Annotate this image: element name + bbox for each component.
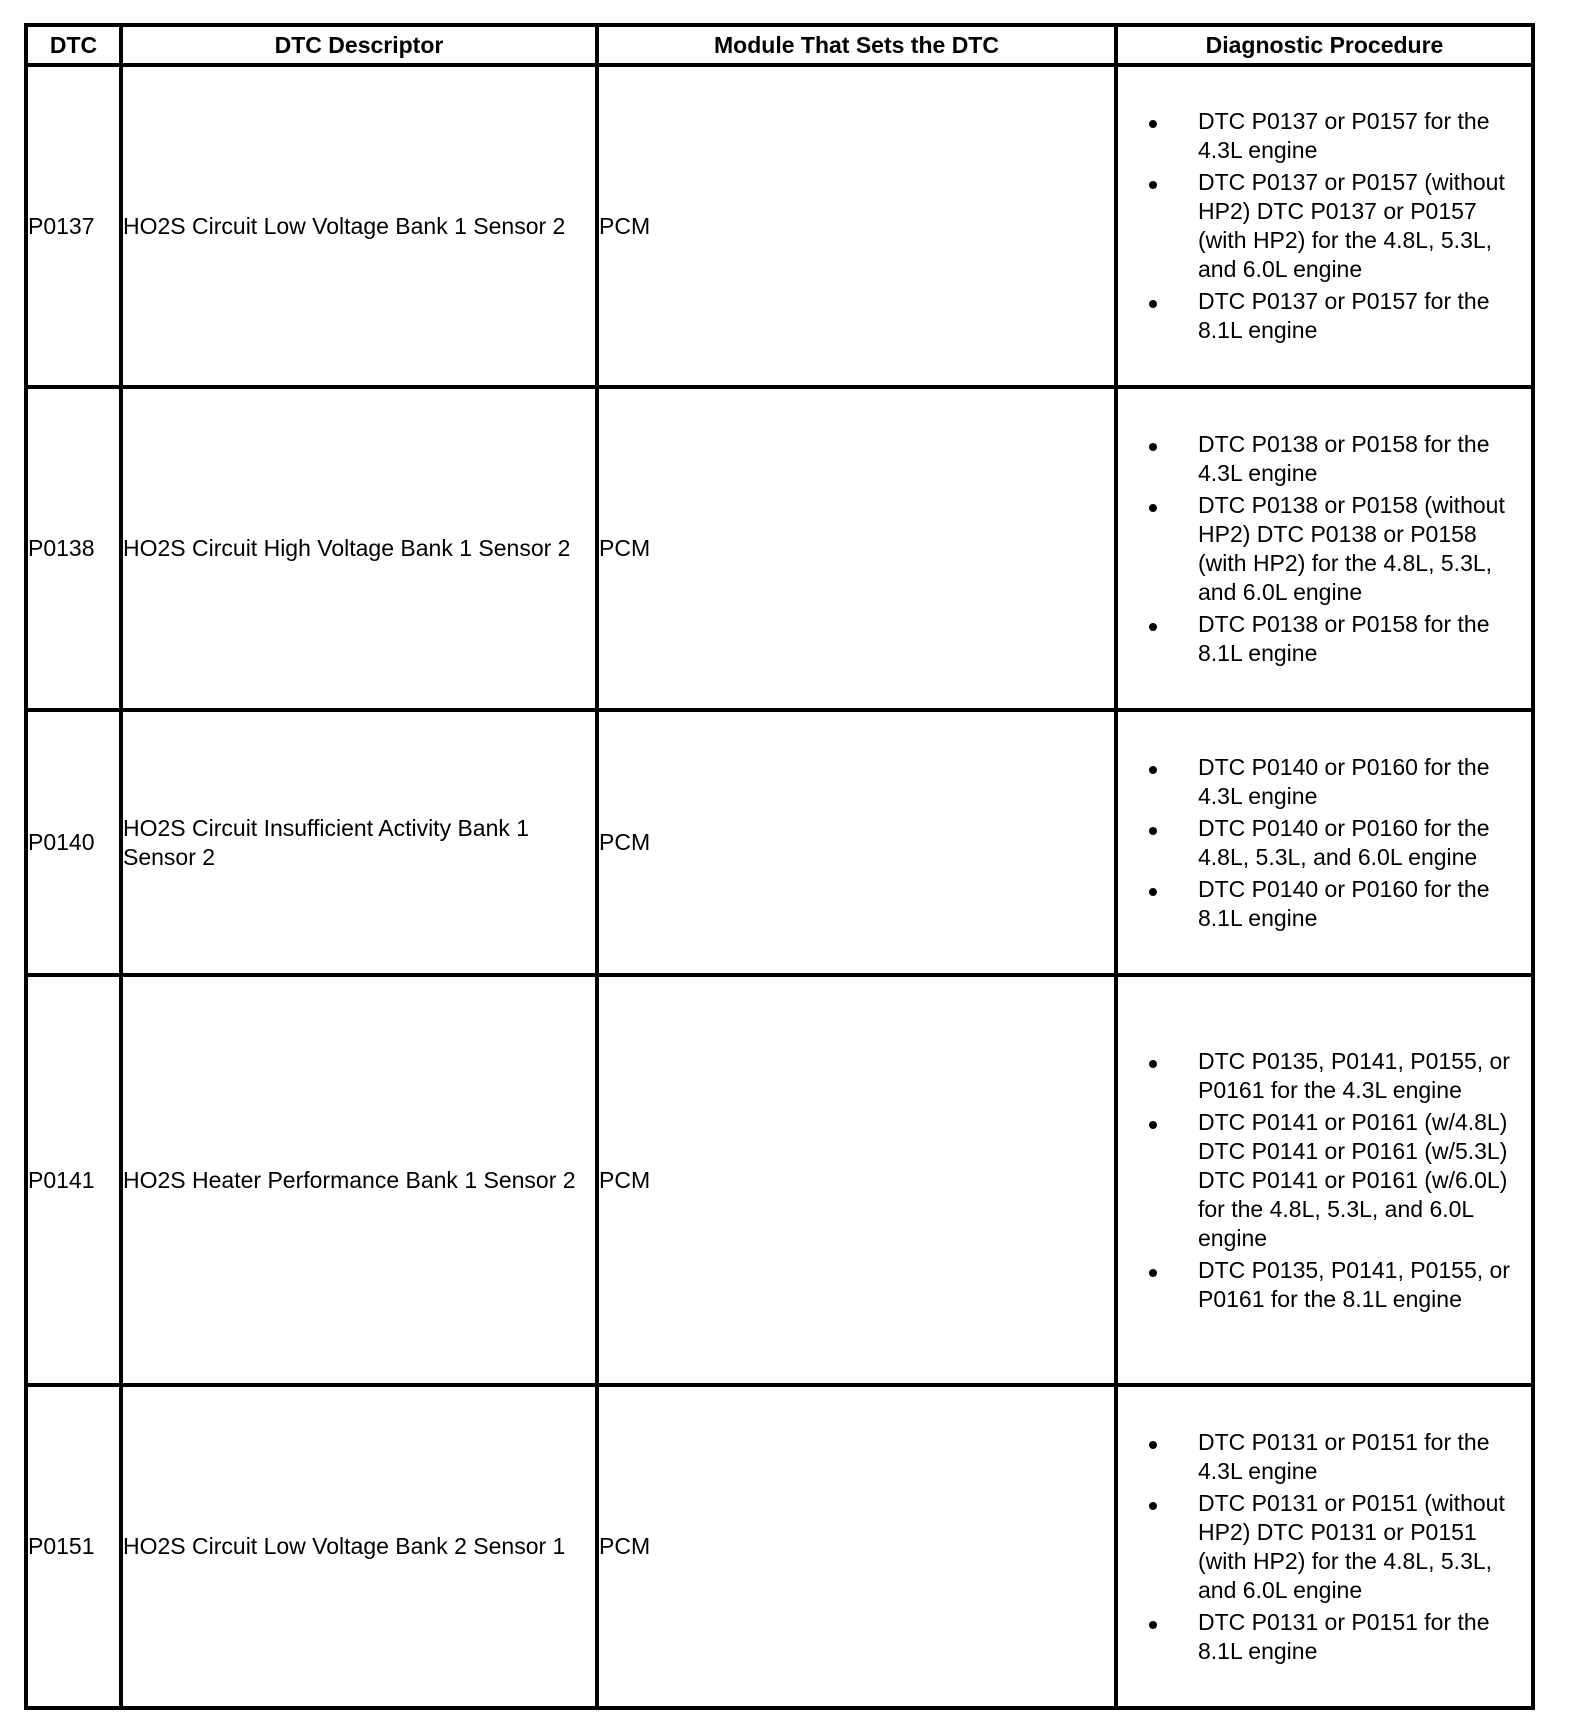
dtc-table [24, 23, 1535, 1710]
procedure-item [1118, 430, 1531, 488]
procedure-item [1118, 875, 1531, 933]
table-row [26, 1385, 1533, 1708]
table-row [26, 387, 1533, 710]
diagnostic-procedure [1116, 710, 1533, 975]
bullet-icon [1149, 1269, 1157, 1277]
procedure-list [1118, 1047, 1531, 1314]
procedure-link[interactable]: DTC P0135, P0141, P0155, or P0161 for the 4.3L engine [1198, 1047, 1510, 1103]
header-module: Module That Sets the DTC [597, 25, 1116, 65]
procedure-link[interactable]: DTC P0135, P0141, P0155, or P0161 for the 8.1L engine [1198, 1256, 1510, 1312]
procedure-item [1118, 610, 1531, 668]
bullet-icon [1149, 1121, 1157, 1129]
diagnostic-procedure [1116, 975, 1533, 1385]
bullet-icon [1149, 623, 1157, 631]
table-row [26, 975, 1533, 1385]
bullet-icon [1149, 300, 1157, 308]
header-row [26, 25, 1533, 65]
procedure-item [1118, 1256, 1531, 1314]
header-descriptor: DTC Descriptor [121, 25, 597, 65]
diagnostic-procedure [1116, 65, 1533, 387]
procedure-link[interactable]: DTC P0138 or P0158 for the 8.1L engine [1198, 610, 1490, 666]
procedure-item [1118, 107, 1531, 165]
procedure-link[interactable]: DTC P0138 or P0158 (without HP2) DTC P0138 or P0158 (with HP2) for the 4.8L, 5.3L, and 6.0L engine [1198, 491, 1505, 605]
procedure-link[interactable]: DTC P0141 or P0161 (w/4.8L) DTC P0141 or P0161 (w/5.3L) DTC P0141 or P0161 (w/6.0L) for the 4.8L, 5.3L, and 6.0L engine [1198, 1108, 1508, 1251]
bullet-icon [1149, 1441, 1157, 1449]
procedure-item [1118, 1489, 1531, 1605]
bullet-icon [1149, 888, 1157, 896]
bullet-icon [1149, 504, 1157, 512]
bullet-icon [1149, 443, 1157, 451]
procedure-link[interactable]: DTC P0131 or P0151 for the 4.3L engine [1198, 1428, 1490, 1484]
procedure-link[interactable]: DTC P0138 or P0158 for the 4.3L engine [1198, 430, 1490, 486]
procedure-item [1118, 1428, 1531, 1486]
dtc-code: P0140 [26, 710, 121, 975]
procedure-list [1118, 107, 1531, 345]
table-row [26, 65, 1533, 387]
bullet-icon [1149, 181, 1157, 189]
procedure-list [1118, 1428, 1531, 1666]
procedure-link[interactable]: DTC P0137 or P0157 for the 4.3L engine [1198, 108, 1490, 163]
dtc-descriptor: HO2S Heater Performance Bank 1 Sensor 2 [121, 975, 597, 1385]
procedure-link[interactable]: DTC P0140 or P0160 for the 4.3L engine [1198, 753, 1490, 809]
header-dtc: DTC [26, 25, 121, 65]
module-name: PCM [597, 1385, 1116, 1708]
dtc-descriptor: HO2S Circuit Insufficient Activity Bank 1 Sensor 2 [121, 710, 597, 975]
procedure-item [1118, 1608, 1531, 1666]
procedure-item [1118, 287, 1531, 345]
dtc-descriptor: HO2S Circuit Low Voltage Bank 2 Sensor 1 [121, 1385, 597, 1708]
dtc-code: P0137 [26, 65, 121, 387]
procedure-item [1118, 168, 1531, 284]
module-name: PCM [597, 975, 1116, 1385]
bullet-icon [1149, 120, 1157, 128]
table-row [26, 710, 1533, 975]
bullet-icon [1149, 766, 1157, 774]
procedure-link[interactable]: DTC P0140 or P0160 for the 4.8L, 5.3L, and 6.0L engine [1198, 814, 1490, 870]
procedure-link[interactable]: DTC P0131 or P0151 (without HP2) DTC P0131 or P0151 (with HP2) for the 4.8L, 5.3L, and 6.0L engine [1198, 1489, 1505, 1603]
procedure-list [1118, 753, 1531, 933]
module-name: PCM [597, 65, 1116, 387]
procedure-list [1118, 430, 1531, 668]
procedure-item [1118, 491, 1531, 607]
dtc-descriptor: HO2S Circuit High Voltage Bank 1 Sensor 2 [121, 387, 597, 710]
procedure-item [1118, 1047, 1531, 1105]
module-name: PCM [597, 710, 1116, 975]
diagnostic-procedure [1116, 1385, 1533, 1708]
procedure-item [1118, 814, 1531, 872]
bullet-icon [1149, 1060, 1157, 1068]
procedure-link[interactable]: DTC P0137 or P0157 (without HP2) DTC P0137 or P0157 (with HP2) for the 4.8L, 5.3L, and 6.0L engine [1198, 169, 1505, 282]
bullet-icon [1149, 1502, 1157, 1510]
dtc-code: P0138 [26, 387, 121, 710]
procedure-link[interactable]: DTC P0140 or P0160 for the 8.1L engine [1198, 875, 1490, 931]
dtc-code: P0141 [26, 975, 121, 1385]
bullet-icon [1149, 1621, 1157, 1629]
header-procedure: Diagnostic Procedure [1116, 25, 1533, 65]
bullet-icon [1149, 827, 1157, 835]
diagnostic-procedure [1116, 387, 1533, 710]
module-name: PCM [597, 387, 1116, 710]
procedure-link[interactable]: DTC P0131 or P0151 for the 8.1L engine [1198, 1608, 1490, 1664]
procedure-link[interactable]: DTC P0137 or P0157 for the 8.1L engine [1198, 288, 1490, 343]
dtc-descriptor: HO2S Circuit Low Voltage Bank 1 Sensor 2 [121, 65, 597, 387]
dtc-code: P0151 [26, 1385, 121, 1708]
procedure-item [1118, 753, 1531, 811]
procedure-item [1118, 1108, 1531, 1253]
